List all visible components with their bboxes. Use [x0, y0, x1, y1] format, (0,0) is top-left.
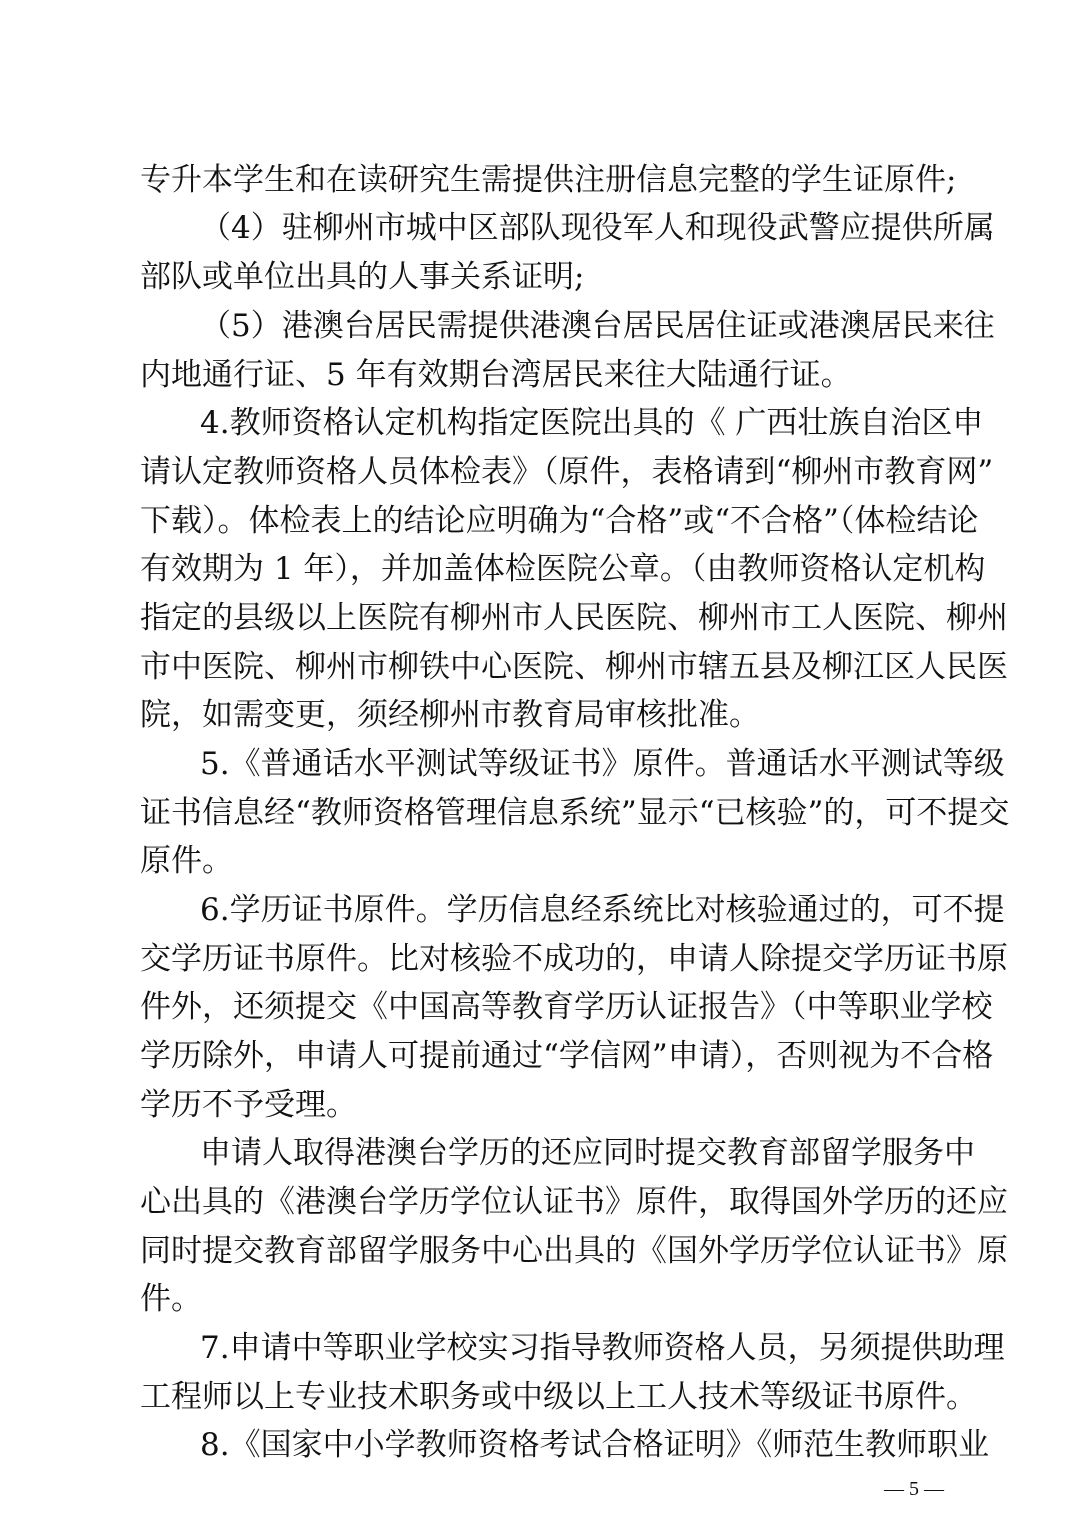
text-line: 指定的县级以上医院有柳州市人民医院、柳州市工人医院、柳州: [140, 600, 1008, 636]
page-number: — 5 —: [884, 1478, 944, 1500]
text-line: 市中医院、柳州市柳铁中心医院、柳州市辖五县及柳江区人民医: [140, 649, 1008, 685]
text-line: 下载）。体检表上的结论应明确为“合格”或“不合格”（体检结论: [140, 503, 979, 539]
text-line: 原件。: [140, 843, 233, 879]
text-line: 学历除外，申请人可提前通过“学信网”申请），否则视为不合格: [140, 1038, 994, 1074]
text-line: 4.教师资格认定机构指定医院出具的《 广西壮族自治区申: [200, 405, 984, 441]
text-line: 学历不予受理。: [140, 1087, 357, 1123]
text-line: 证书信息经“教师资格管理信息系统”显示“已核验”的，可不提交: [140, 795, 1010, 831]
text-line: （5）港澳台居民需提供港澳台居民居住证或港澳居民来往: [200, 308, 995, 344]
text-line: 专升本学生和在读研究生需提供注册信息完整的学生证原件;: [140, 162, 957, 198]
text-line: （4）驻柳州市城中区部队现役军人和现役武警应提供所属: [200, 210, 995, 246]
text-line: 院，如需变更，须经柳州市教育局审核批准。: [140, 697, 760, 733]
text-line: 6.学历证书原件。学历信息经系统比对核验通过的，可不提: [200, 892, 1005, 928]
text-line: 交学历证书原件。比对核验不成功的，申请人除提交学历证书原: [140, 941, 1008, 977]
text-line: 申请人取得港澳台学历的还应同时提交教育部留学服务中: [200, 1135, 975, 1171]
text-line: 部队或单位出具的人事关系证明;: [140, 259, 585, 295]
text-line: 同时提交教育部留学服务中心出具的《国外学历学位认证书》原: [140, 1233, 1008, 1269]
text-line: 5.《普通话水平测试等级证书》原件。普通话水平测试等级: [200, 746, 1005, 782]
text-line: 件。: [140, 1281, 202, 1317]
text-line: 件外，还须提交《中国高等教育学历认证报告》（中等职业学校: [140, 989, 993, 1025]
text-line: 7.申请中等职业学校实习指导教师资格人员，另须提供助理: [200, 1330, 1005, 1366]
text-line: 工程师以上专业技术职务或中级以上工人技术等级证书原件。: [140, 1379, 977, 1415]
text-line: 8.《国家中小学教师资格考试合格证明》《师范生教师职业: [200, 1427, 990, 1463]
text-line: 请认定教师资格人员体检表》（原件，表格请到“柳州市教育网”: [140, 454, 994, 490]
text-line: 心出具的《港澳台学历学位认证书》原件，取得国外学历的还应: [140, 1184, 1008, 1220]
text-line: 有效期为 1 年），并加盖体检医院公章。（由教师资格认定机构: [140, 551, 986, 587]
text-line: 内地通行证、5 年有效期台湾居民来往大陆通行证。: [140, 357, 852, 393]
